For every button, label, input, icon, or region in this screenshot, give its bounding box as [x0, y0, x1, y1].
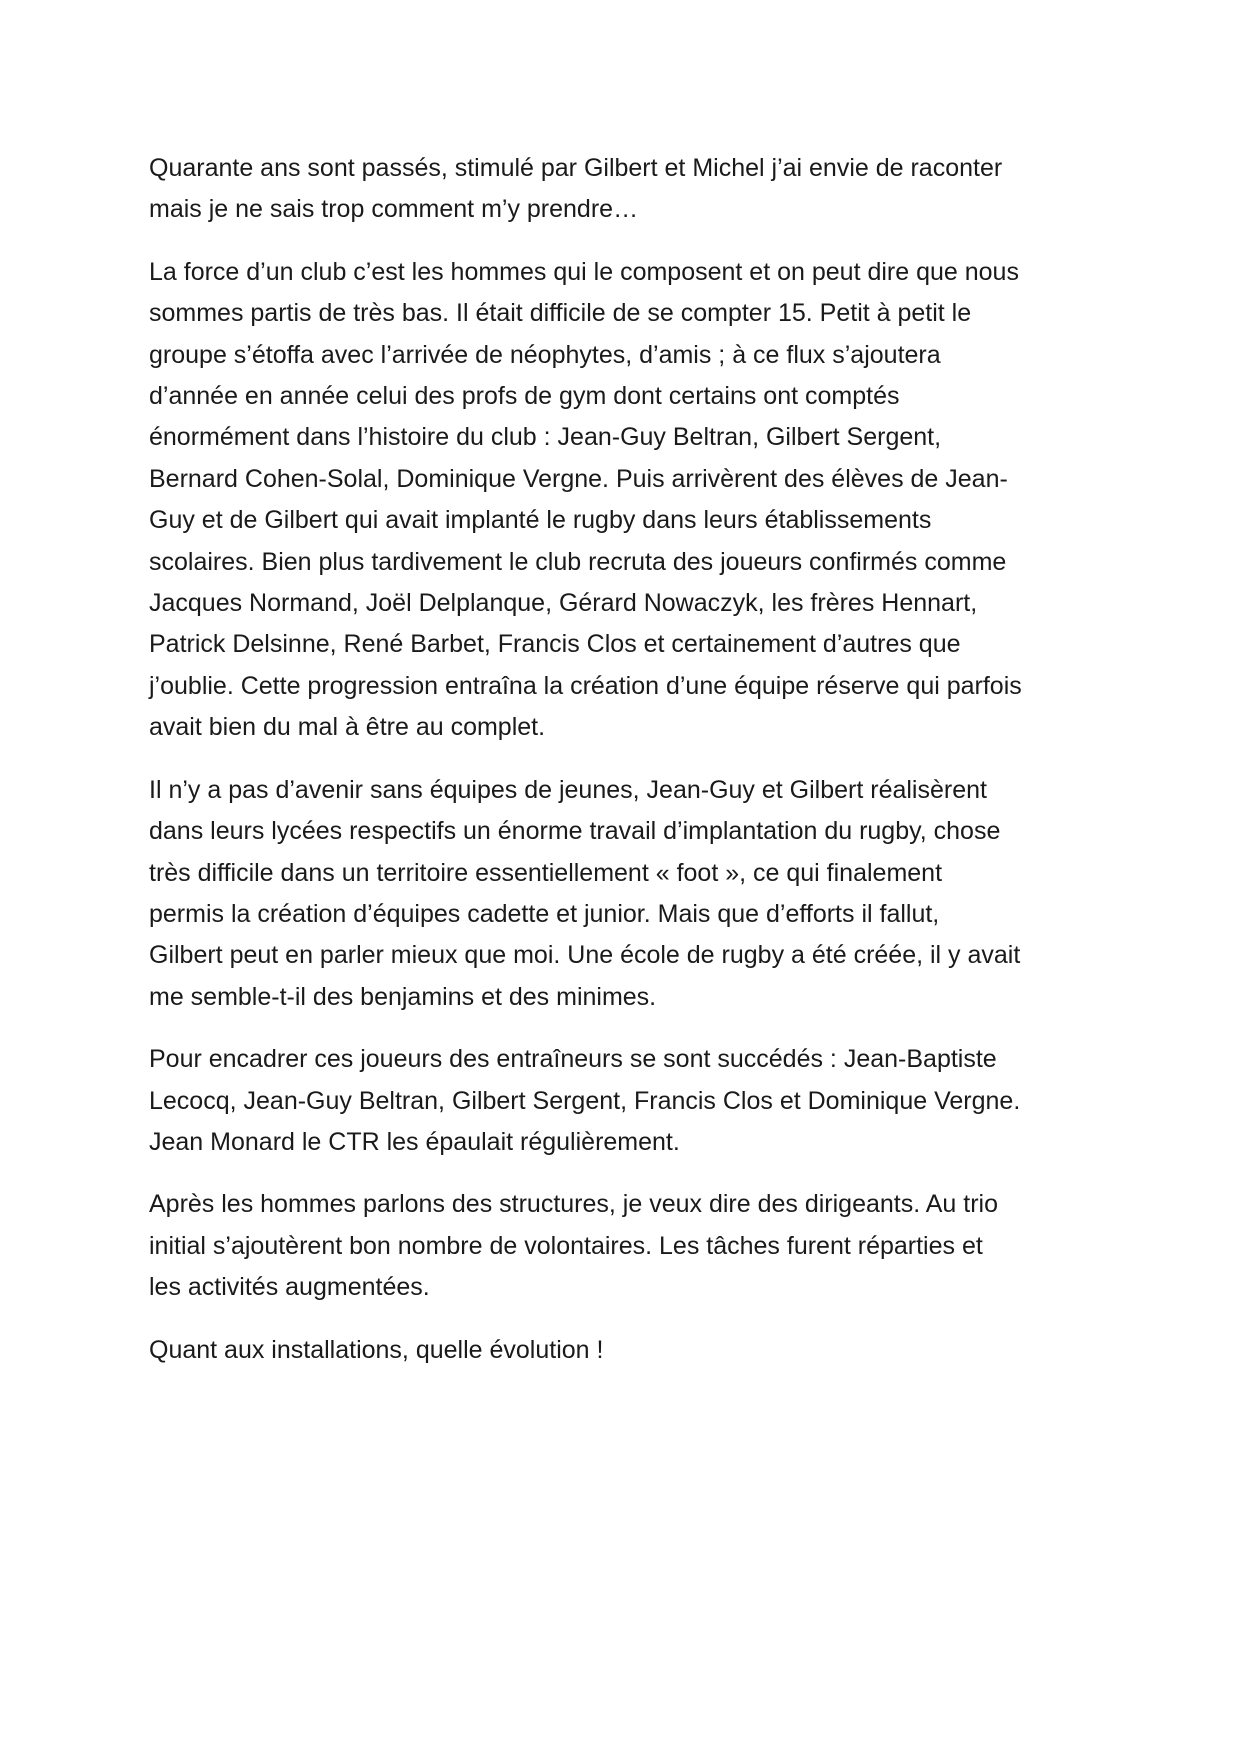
- text-line: permis la création d’équipes cadette et junior. Mais que d’efforts il fallut,: [149, 899, 940, 928]
- paragraph-3: [149, 770, 1099, 1018]
- text-line: Quant aux installations, quelle évolution !: [149, 1335, 604, 1364]
- paragraph-6: [149, 1330, 1099, 1371]
- text-line: initial s’ajoutèrent bon nombre de volontaires. Les tâches furent réparties et: [149, 1231, 983, 1260]
- text-line: Jean Monard le CTR les épaulait régulièrement.: [149, 1127, 680, 1156]
- paragraph-1: [149, 148, 1099, 231]
- text-line: mais je ne sais trop comment m’y prendre…: [149, 195, 639, 224]
- paragraph-4: [149, 1039, 1099, 1163]
- text-line: très difficile dans un territoire essentiellement « foot », ce qui finalement: [149, 858, 943, 887]
- document-body: [149, 148, 1099, 1371]
- text-line: scolaires. Bien plus tardivement le club recruta des joueurs confirmés comme: [149, 547, 1007, 576]
- text-line: Gilbert peut en parler mieux que moi. Une école de rugby a été créée, il y avait: [149, 941, 1021, 970]
- text-line: d’année en année celui des profs de gym dont certains ont comptés: [149, 382, 900, 411]
- paragraph-2: [149, 252, 1099, 749]
- text-line: énormément dans l’histoire du club : Jean-Guy Beltran, Gilbert Sergent,: [149, 423, 942, 452]
- text-line: groupe s’étoffa avec l’arrivée de néophytes, d’amis ; à ce flux s’ajoutera: [149, 340, 941, 369]
- text-line: dans leurs lycées respectifs un énorme travail d’implantation du rugby, chose: [149, 817, 1001, 846]
- text-line: La force d’un club c’est les hommes qui le composent et on peut dire que nous: [149, 257, 1019, 286]
- paragraph-5: [149, 1184, 1099, 1308]
- text-line: Lecocq, Jean-Guy Beltran, Gilbert Sergent, Francis Clos et Dominique Vergne.: [149, 1086, 1021, 1115]
- text-line: Jacques Normand, Joël Delplanque, Gérard Nowaczyk, les frères Hennart,: [149, 589, 978, 618]
- text-line: les activités augmentées.: [149, 1273, 430, 1302]
- text-line: j’oublie. Cette progression entraîna la création d’une équipe réserve qui parfois: [149, 671, 1022, 700]
- text-line: Guy et de Gilbert qui avait implanté le rugby dans leurs établissements: [149, 506, 932, 535]
- text-line: Pour encadrer ces joueurs des entraîneurs se sont succédés : Jean-Baptiste: [149, 1045, 997, 1074]
- text-line: Patrick Delsinne, René Barbet, Francis Clos et certainement d’autres que: [149, 630, 961, 659]
- text-line: sommes partis de très bas. Il était difficile de se compter 15. Petit à petit le: [149, 299, 972, 328]
- text-line: me semble-t-il des benjamins et des minimes.: [149, 982, 657, 1011]
- text-line: Quarante ans sont passés, stimulé par Gilbert et Michel j’ai envie de raconter: [149, 154, 1003, 182]
- text-line: avait bien du mal à être au complet.: [149, 713, 546, 742]
- text-line: Il n’y a pas d’avenir sans équipes de jeunes, Jean-Guy et Gilbert réalisèrent: [149, 775, 987, 804]
- text-line: Après les hommes parlons des structures, je veux dire des dirigeants. Au trio: [149, 1190, 999, 1219]
- text-line: Bernard Cohen-Solal, Dominique Vergne. Puis arrivèrent des élèves de Jean-: [149, 464, 1008, 493]
